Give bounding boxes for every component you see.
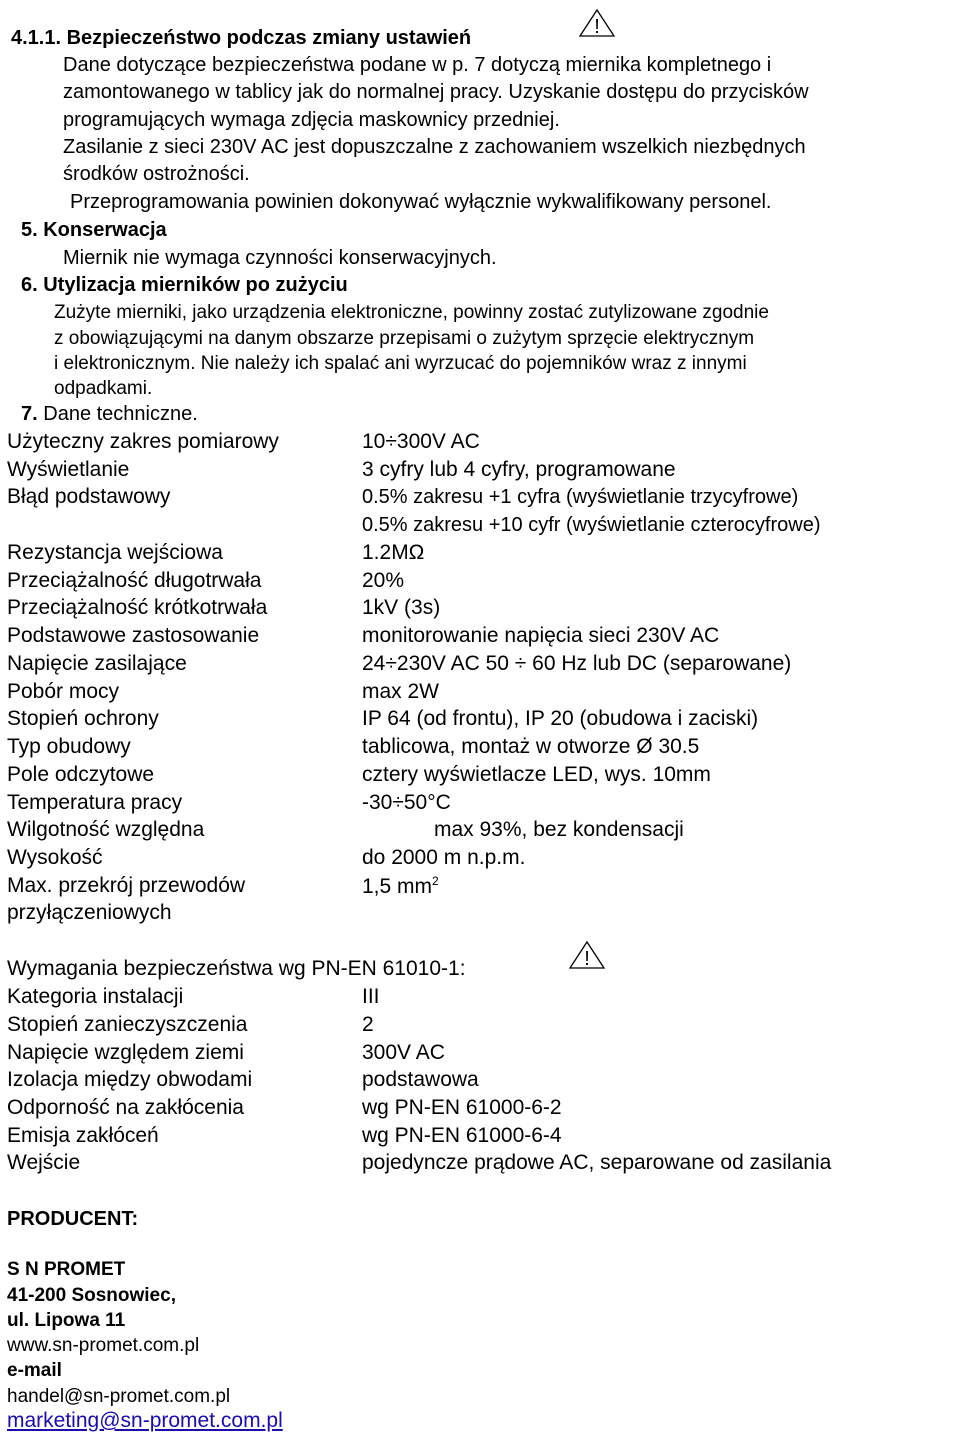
spec-label: Stopień ochrony <box>7 707 159 730</box>
paragraph-line: programujących wymaga zdjęcia maskownicy przedniej. <box>63 109 560 131</box>
spec-label: Napięcie zasilające <box>7 652 187 675</box>
spec-label: Podstawowe zastosowanie <box>7 624 260 647</box>
spec-value: 1kV (3s) <box>362 596 441 619</box>
spec-value: tablicowa, montaż w otworze Ø 30.5 <box>362 735 700 758</box>
spec-value: IP 64 (od frontu), IP 20 (obudowa i zaciski) <box>362 707 759 730</box>
safety-label: Odporność na zakłócenia <box>7 1096 244 1119</box>
warning-icon <box>578 8 616 38</box>
safety-value: wg PN-EN 61000-6-2 <box>362 1096 562 1119</box>
spec-label: Wilgotność względna <box>7 818 205 841</box>
warning-icon <box>568 940 606 970</box>
paragraph-line: Miernik nie wymaga czynności konserwacyjnych. <box>63 247 497 269</box>
producer-street: ul. Lipowa 11 <box>7 1310 126 1331</box>
spec-label: Pobór mocy <box>7 680 120 703</box>
spec-value: -30÷50°C <box>362 791 451 814</box>
safety-value: podstawowa <box>362 1068 479 1091</box>
section-number: 7. <box>21 403 38 425</box>
spec-value <box>362 874 439 899</box>
producer-heading: PRODUCENT: <box>7 1208 139 1230</box>
paragraph-line: Zużyte mierniki, jako urządzenia elektroniczne, powinny zostać zutylizowane zgodnie <box>54 302 769 323</box>
spec-label: Rezystancja wejściowa <box>7 541 223 564</box>
safety-label: Napięcie względem ziemi <box>7 1041 244 1064</box>
safety-label: Wejście <box>7 1151 81 1174</box>
safety-value: wg PN-EN 61000-6-4 <box>362 1124 562 1147</box>
spec-label: Przeciążalność długotrwała <box>7 569 262 592</box>
spec-label: Użyteczny zakres pomiarowy <box>7 430 279 453</box>
producer-website[interactable]: www.sn-promet.com.pl <box>7 1335 200 1356</box>
spec-value: 10÷300V AC <box>362 430 480 453</box>
safety-value: 300V AC <box>362 1041 445 1064</box>
paragraph-line: z obowiązującymi na danym obszarze przepisami o zużytym sprzęcie elektrycznym <box>54 328 755 349</box>
paragraph-line: Zasilanie z sieci 230V AC jest dopuszczalne z zachowaniem wszelkich niezbędnych <box>63 136 806 158</box>
safety-label: Kategoria instalacji <box>7 985 184 1008</box>
spec-value: 3 cyfry lub 4 cyfry, programowane <box>362 458 676 481</box>
email-label: e-mail <box>7 1360 62 1381</box>
spec-label: Temperatura pracy <box>7 791 183 814</box>
spec-label: Wysokość <box>7 846 103 869</box>
spec-value: 0.5% zakresu +1 cyfra (wyświetlanie trzycyfrowe) <box>362 486 799 508</box>
paragraph-line: i elektronicznym. Nie należy ich spalać ani wyrzucać do pojemników wraz z innymi <box>54 353 747 374</box>
safety-label: Izolacja między obwodami <box>7 1068 253 1091</box>
email-marketing-link[interactable]: marketing@sn-promet.com.pl <box>7 1409 283 1432</box>
paragraph-line: odpadkami. <box>54 378 153 399</box>
spec-value: 20% <box>362 569 405 592</box>
safety-value: 2 <box>362 1013 374 1036</box>
unit-superscript: 2 <box>432 874 439 888</box>
section-heading-technical-data <box>21 403 198 426</box>
spec-value: 24÷230V AC 50 ÷ 60 Hz lub DC (separowane) <box>362 652 792 675</box>
email-handel[interactable]: handel@sn-promet.com.pl <box>7 1386 231 1407</box>
spec-value: max 2W <box>362 680 440 703</box>
safety-value: III <box>362 985 380 1008</box>
safety-heading: Wymagania bezpieczeństwa wg PN-EN 61010-1: <box>7 957 466 980</box>
safety-label: Emisja zakłóceń <box>7 1124 159 1147</box>
producer-city: 41-200 Sosnowiec, <box>7 1285 176 1306</box>
spec-value: 1.2MΩ <box>362 541 425 564</box>
spec-value: 0.5% zakresu +10 cyfr (wyświetlanie czterocyfrowe) <box>362 514 821 536</box>
spec-value: do 2000 m n.p.m. <box>362 846 526 869</box>
spec-label: Przeciążalność krótkotrwała <box>7 596 268 619</box>
spec-label: Wyświetlanie <box>7 458 130 481</box>
spec-value: cztery wyświetlacze LED, wys. 10mm <box>362 763 711 786</box>
spec-label: przyłączeniowych <box>7 901 172 924</box>
section-heading-disposal: 6. Utylizacja mierników po zużyciu <box>21 274 348 296</box>
spec-label: Max. przekrój przewodów <box>7 874 246 897</box>
producer-name: S N PROMET <box>7 1259 126 1280</box>
section-heading-safety-settings: 4.1.1. Bezpieczeństwo podczas zmiany ustawień <box>11 27 472 49</box>
paragraph-line: zamontowanego w tablicy jak do normalnej pracy. Uzyskanie dostępu do przycisków <box>63 81 809 103</box>
paragraph-line: środków ostrożności. <box>63 163 250 185</box>
spec-label: Typ obudowy <box>7 735 131 758</box>
paragraph-line: Dane dotyczące bezpieczeństwa podane w p. 7 dotyczą miernika kompletnego i <box>63 54 772 76</box>
svg-text:!: ! <box>594 16 600 38</box>
section-title: Dane techniczne. <box>43 403 198 425</box>
spec-value-text: 1,5 mm <box>362 875 433 898</box>
safety-label: Stopień zanieczyszczenia <box>7 1013 248 1036</box>
spec-label: Pole odczytowe <box>7 763 155 786</box>
safety-value: pojedyncze prądowe AC, separowane od zasilania <box>362 1151 832 1174</box>
spec-label: Błąd podstawowy <box>7 485 171 508</box>
section-heading-maintenance: 5. Konserwacja <box>21 219 167 241</box>
spec-value: monitorowanie napięcia sieci 230V AC <box>362 624 720 647</box>
paragraph-line: Przeprogramowania powinien dokonywać wyłącznie wykwalifikowany personel. <box>70 191 772 213</box>
svg-text:!: ! <box>584 948 590 970</box>
spec-value: max 93%, bez kondensacji <box>434 818 684 841</box>
